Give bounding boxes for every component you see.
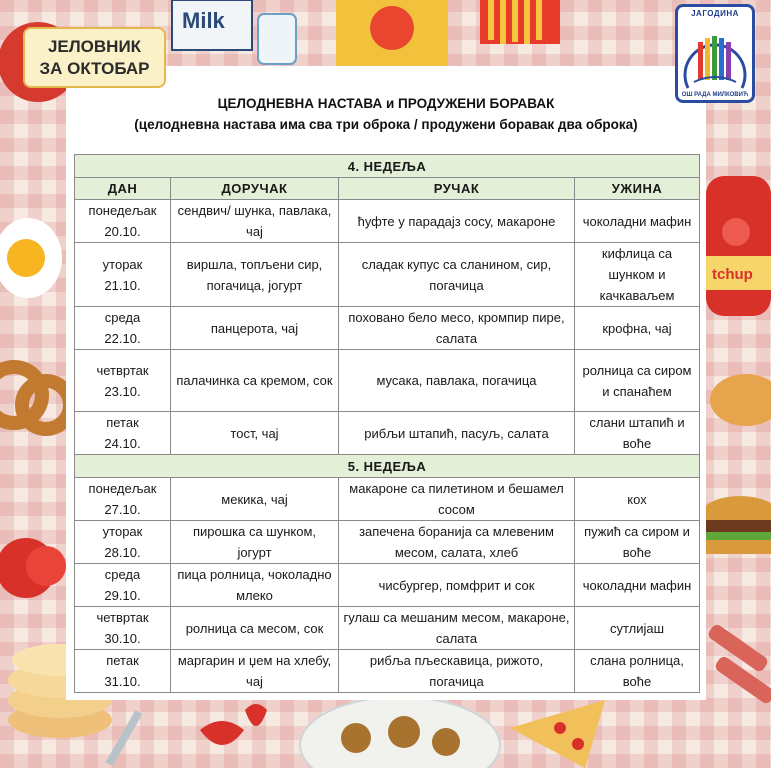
pizza-illustration bbox=[510, 700, 605, 768]
column-header-row bbox=[75, 178, 700, 200]
week-label: 5. НЕДЕЉА bbox=[75, 455, 700, 478]
breakfast-cell: пирошка са шунком, јогурт bbox=[171, 521, 339, 564]
breakfast-cell: панцерота, чај bbox=[171, 307, 339, 350]
snack-cell: слани штапић и воће bbox=[575, 412, 700, 455]
day-name: уторак bbox=[102, 524, 143, 539]
page-title: ЦЕЛОДНЕВНА НАСТАВА и ПРОДУЖЕНИ БОРАВАК bbox=[217, 96, 555, 111]
day-cell bbox=[75, 307, 171, 350]
table-row bbox=[75, 478, 700, 521]
day-cell bbox=[75, 607, 171, 650]
table-row bbox=[75, 564, 700, 607]
table-row bbox=[75, 521, 700, 564]
lunch-cell: рибљи штапић, пасуљ, салата bbox=[339, 412, 575, 455]
logo-emblem-icon bbox=[678, 18, 752, 100]
snack-cell: кох bbox=[575, 478, 700, 521]
ketchup-bottle-illustration bbox=[706, 176, 771, 316]
lunch-cell: рибља пљескавица, рижото, погачица bbox=[339, 650, 575, 693]
snack-cell: чоколадни мафин bbox=[575, 200, 700, 243]
breakfast-cell: пица ролница, чоколадно млеко bbox=[171, 564, 339, 607]
column-header: ДОРУЧАК bbox=[171, 178, 339, 200]
day-cell bbox=[75, 200, 171, 243]
day-date: 31.10. bbox=[104, 674, 141, 689]
ketchup-label: tchup bbox=[712, 266, 753, 283]
croissant-illustration bbox=[710, 374, 771, 426]
menu-title-badge bbox=[23, 27, 166, 88]
lunch-cell: поховано бело месо, кромпир пире, салата bbox=[339, 307, 575, 350]
column-header: РУЧАК bbox=[339, 178, 575, 200]
day-cell bbox=[75, 412, 171, 455]
day-date: 24.10. bbox=[104, 436, 141, 451]
snack-cell: крофна, чај bbox=[575, 307, 700, 350]
day-name: четвртак bbox=[96, 610, 149, 625]
milk-glass-illustration bbox=[258, 14, 296, 64]
table-row bbox=[75, 607, 700, 650]
week-header-row bbox=[75, 155, 700, 178]
day-name: петак bbox=[106, 415, 139, 430]
day-date: 22.10. bbox=[104, 331, 141, 346]
lunch-cell: чисбургер, помфрит и сок bbox=[339, 564, 575, 607]
day-date: 29.10. bbox=[104, 588, 141, 603]
lunch-cell: макароне са пилетином и бешамел сосом bbox=[339, 478, 575, 521]
week-header-row bbox=[75, 455, 700, 478]
day-cell bbox=[75, 564, 171, 607]
milk-label: Milk bbox=[182, 8, 225, 33]
column-header: ДАН bbox=[75, 178, 171, 200]
snack-cell: сутлијаш bbox=[575, 607, 700, 650]
day-cell bbox=[75, 521, 171, 564]
burger-illustration bbox=[700, 496, 771, 554]
breakfast-cell: мекика, чај bbox=[171, 478, 339, 521]
breakfast-cell: палачинка са кремом, сок bbox=[171, 350, 339, 412]
badge-line-1: ЈЕЛОВНИК bbox=[47, 36, 142, 56]
day-name: петак bbox=[106, 653, 139, 668]
day-name: среда bbox=[104, 567, 141, 582]
snack-cell: ролница са сиром и спанаћем bbox=[575, 350, 700, 412]
table-row bbox=[75, 243, 700, 307]
day-date: 28.10. bbox=[104, 545, 141, 560]
day-name: четвртак bbox=[96, 362, 149, 378]
strawberry-illustration bbox=[200, 721, 244, 745]
week-label: 4. НЕДЕЉА bbox=[75, 155, 700, 178]
day-cell bbox=[75, 350, 171, 412]
day-name: уторак bbox=[102, 256, 143, 272]
table-row bbox=[75, 307, 700, 350]
day-cell bbox=[75, 650, 171, 693]
column-header: УЖИНА bbox=[575, 178, 700, 200]
day-date: 30.10. bbox=[104, 631, 141, 646]
day-date: 27.10. bbox=[104, 502, 141, 517]
lunch-cell: ћуфте у парадајз сосу, макароне bbox=[339, 200, 575, 243]
breakfast-cell: виршла, топљени сир, погачица, јогурт bbox=[171, 243, 339, 307]
milk-carton-illustration bbox=[172, 0, 252, 50]
day-cell bbox=[75, 243, 171, 307]
badge-line-2: ЗА ОКТОБАР bbox=[39, 58, 150, 78]
snack-cell: слана ролница, воће bbox=[575, 650, 700, 693]
snack-cell: пужић са сиром и воће bbox=[575, 521, 700, 564]
lunch-cell: гулаш са мешаним месом, макароне, салата bbox=[339, 607, 575, 650]
day-date: 21.10. bbox=[104, 277, 141, 293]
snack-cell: чоколадни мафин bbox=[575, 564, 700, 607]
breakfast-cell: ролница са месом, сок bbox=[171, 607, 339, 650]
menu-table bbox=[74, 154, 700, 693]
table-row bbox=[75, 350, 700, 412]
snack-cell: кифлица са шунком и качкаваљем bbox=[575, 243, 700, 307]
day-date: 20.10. bbox=[104, 224, 141, 239]
page-subtitle: (целодневна настава има сва три оброка / продужени боравак два оброка) bbox=[134, 117, 638, 132]
logo-city-text: ЈАГОДИНА bbox=[691, 9, 739, 18]
pretzel-illustration bbox=[0, 367, 70, 429]
day-name: понедељак bbox=[88, 203, 157, 218]
breakfast-cell: тост, чај bbox=[171, 412, 339, 455]
day-name: понедељак bbox=[88, 481, 157, 496]
logo-side-text: ОШ РАДА МИЛКОВИЋ bbox=[681, 92, 749, 98]
day-name: среда bbox=[104, 310, 141, 325]
lunch-cell: сладак купус са сланином, сир, погачица bbox=[339, 243, 575, 307]
fries-illustration bbox=[480, 0, 560, 44]
lunch-cell: запечена боранија са млевеним месом, салата, хлеб bbox=[339, 521, 575, 564]
table-row bbox=[75, 200, 700, 243]
school-logo bbox=[675, 4, 755, 103]
table-row bbox=[75, 650, 700, 693]
breakfast-cell: маргарин и џем на хлебу, чај bbox=[171, 650, 339, 693]
breakfast-cell: сендвич/ шунка, павлака, чај bbox=[171, 200, 339, 243]
table-row bbox=[75, 412, 700, 455]
day-cell bbox=[75, 478, 171, 521]
day-date: 23.10. bbox=[104, 383, 141, 399]
lunch-cell: мусака, павлака, погачица bbox=[339, 350, 575, 412]
